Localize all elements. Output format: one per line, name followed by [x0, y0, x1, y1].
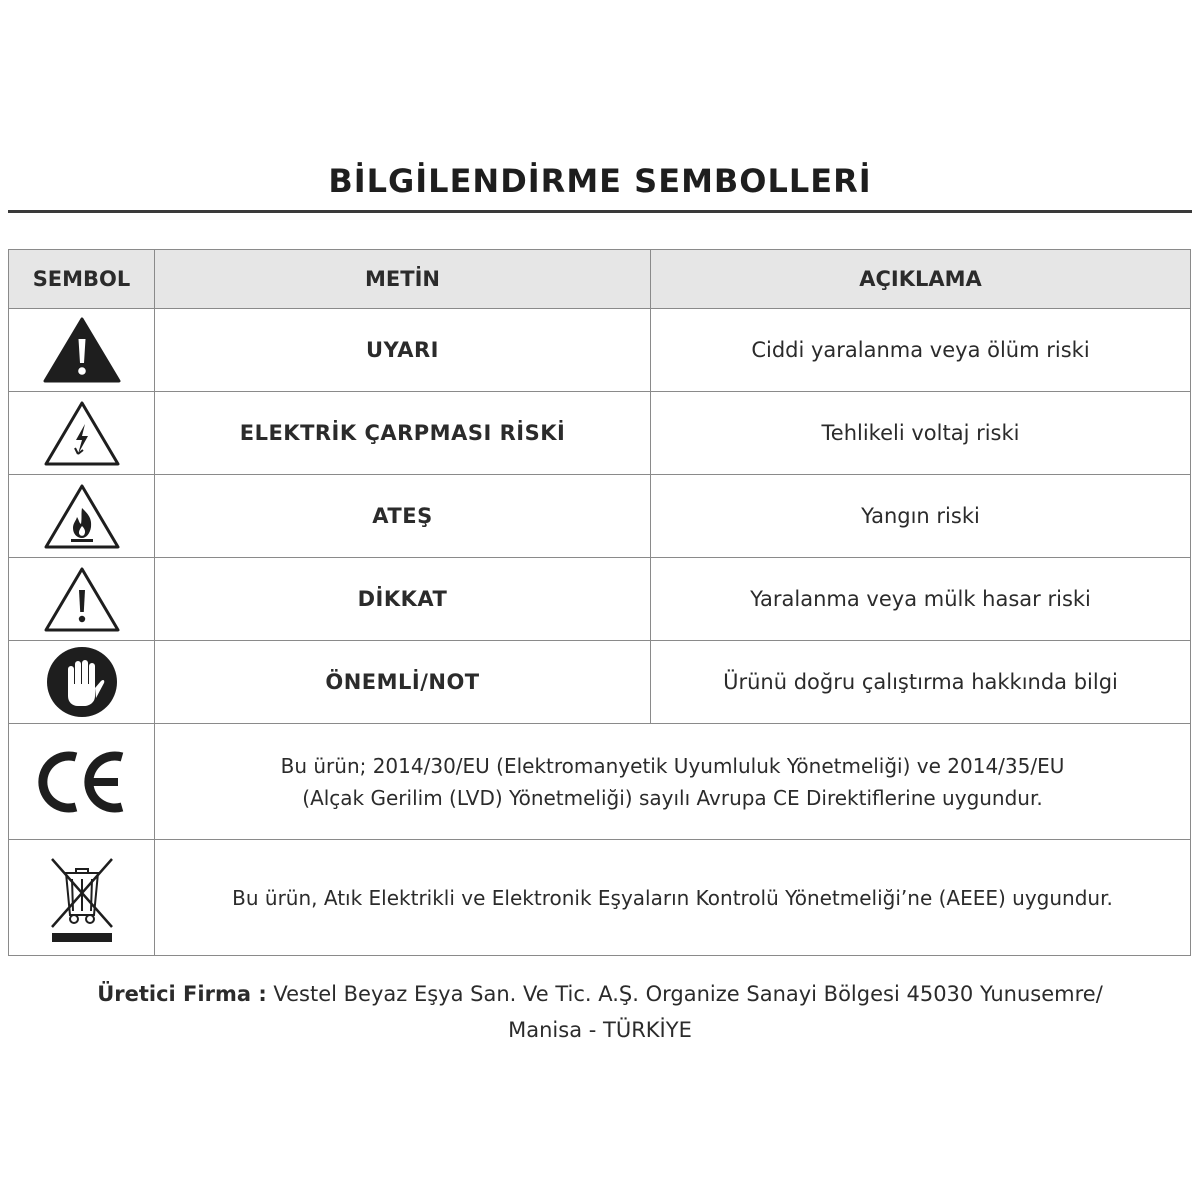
ce-mark-icon — [34, 747, 130, 817]
ce-line-1: Bu ürün; 2014/30/EU (Elektromanyetik Uyumluluk Yönetmeliği) ve 2014/35/EU — [280, 753, 1065, 778]
table-header-row — [9, 250, 1191, 309]
table-row — [9, 475, 1191, 558]
header-metin: METİN — [155, 250, 651, 309]
page-title: BİLGİLENDİRME SEMBOLLERİ — [328, 162, 872, 200]
manufacturer-info — [0, 976, 1200, 1048]
metin-cell: DİKKAT — [155, 558, 651, 641]
symbol-cell — [9, 309, 155, 392]
table-row — [9, 724, 1191, 840]
aciklama-cell: Yaralanma veya mülk hasar riski — [651, 558, 1191, 641]
aciklama-cell: Ciddi yaralanma veya ölüm riski — [651, 309, 1191, 392]
symbol-cell — [9, 641, 155, 724]
symbol-cell — [9, 475, 155, 558]
symbols-table — [8, 249, 1191, 956]
aciklama-cell: Ürünü doğru çalıştırma hakkında bilgi — [651, 641, 1191, 724]
symbol-cell — [9, 840, 155, 956]
metin-cell: UYARI — [155, 309, 651, 392]
symbol-cell — [9, 392, 155, 475]
metin-cell: ÖNEMLİ/NOT — [155, 641, 651, 724]
symbol-cell — [9, 558, 155, 641]
manufacturer-label: Üretici Firma : — [97, 982, 267, 1006]
electric-shock-icon — [42, 398, 122, 468]
header-aciklama: AÇIKLAMA — [651, 250, 1191, 309]
ce-line-2: (Alçak Gerilim (LVD) Yönetmeliği) sayılı Avrupa CE Direktiflerine uygundur. — [302, 785, 1043, 810]
fire-icon — [42, 481, 122, 551]
symbol-cell — [9, 724, 155, 840]
table-row — [9, 558, 1191, 641]
aciklama-cell: Tehlikeli voltaj riski — [651, 392, 1191, 475]
title-divider — [8, 210, 1192, 213]
manufacturer-address-line-2: Manisa - TÜRKİYE — [508, 1018, 692, 1042]
weee-description: Bu ürün, Atık Elektrikli ve Elektronik Eşyaların Kontrolü Yönetmeliği’ne (AEEE) uygundur. — [155, 840, 1191, 956]
caution-icon — [42, 564, 122, 634]
metin-cell: ATEŞ — [155, 475, 651, 558]
aciklama-cell: Yangın riski — [651, 475, 1191, 558]
manufacturer-address-line-1: Vestel Beyaz Eşya San. Ve Tic. A.Ş. Organize Sanayi Bölgesi 45030 Yunusemre/ — [266, 982, 1103, 1006]
table-row — [9, 392, 1191, 475]
warning-filled-icon — [42, 315, 122, 385]
weee-crossed-bin-icon — [46, 853, 118, 943]
metin-cell: ELEKTRİK ÇARPMASI RİSKİ — [155, 392, 651, 475]
ce-description — [155, 724, 1191, 840]
table-row — [9, 309, 1191, 392]
hand-stop-icon — [44, 644, 120, 720]
header-sembol: SEMBOL — [9, 250, 155, 309]
table-row — [9, 641, 1191, 724]
table-row — [9, 840, 1191, 956]
